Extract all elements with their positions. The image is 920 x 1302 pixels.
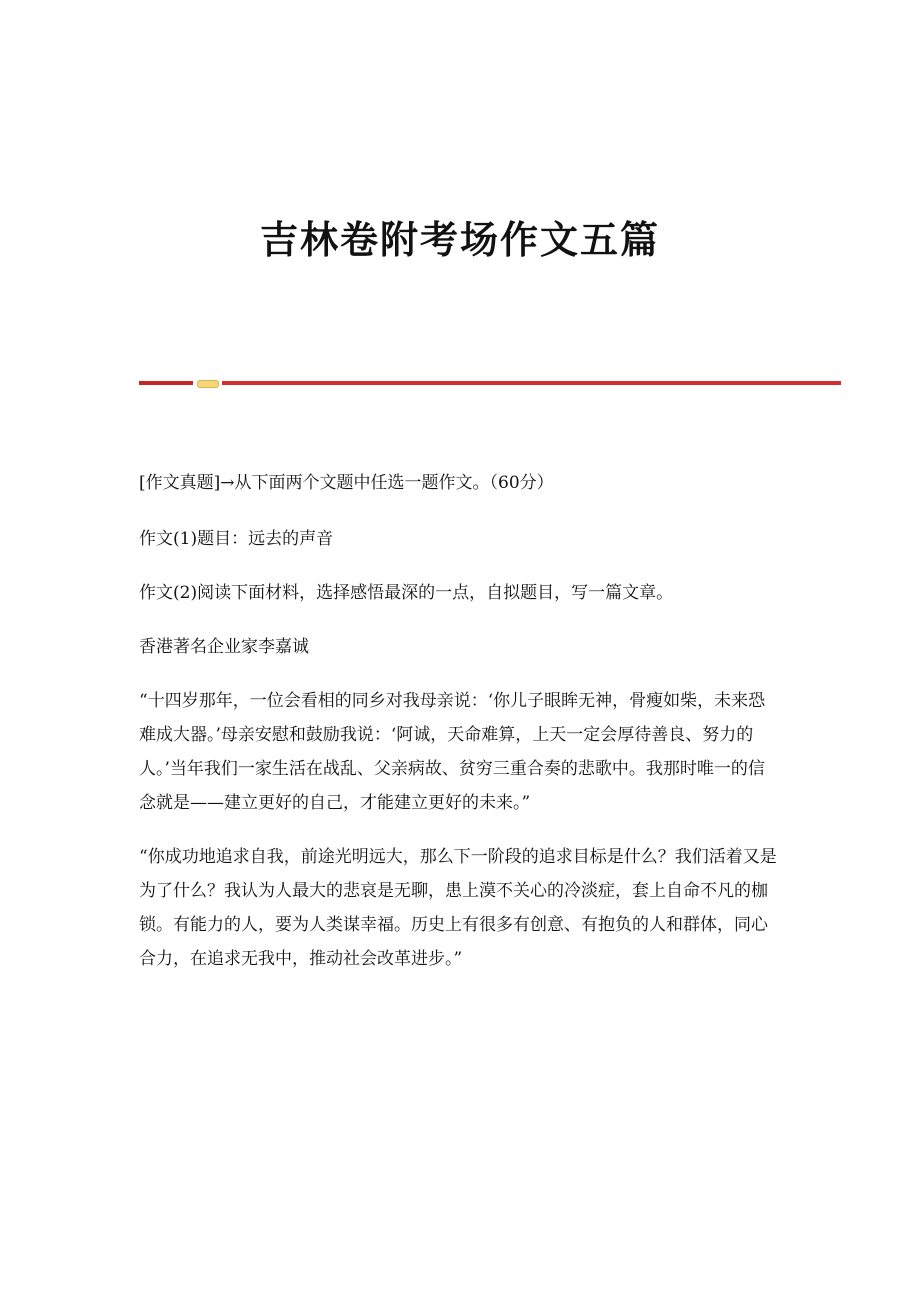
material-source: 香港著名企业家李嘉诚	[139, 637, 309, 657]
quote-paragraph-2: “你成功地追求自我，前途光明远大，那么下一阶段的追求目标是什么？我们活着又是为了什么？我认为人最大的悲哀是无聊，患上漠不关心的冷淡症，套上自命不凡的枷锁。有能力的人，要为人类谋幸福。历史上有很多有创意、有抱负的人和群体，同心合力，在追求无我中，推动社会改革进步。”	[139, 847, 777, 969]
divider-ornament-icon	[197, 380, 219, 388]
essay-option-2: 作文(2)阅读下面材料，选择感悟最深的一点，自拟题目，写一篇文章。	[139, 583, 674, 603]
quote-paragraph-1: “十四岁那年，一位会看相的同乡对我母亲说：‘你儿子眼眸无神，骨瘦如柴，未来恐难成大器。’母亲安慰和鼓励我说：‘阿诚，天命难算，上天一定会厚待善良、努力的人。’当年我们一家生活在战乱、父亲病故、贫穷三重合奏的悲歌中。我那时唯一的信念就是——建立更好的自己，才能建立更好的未来。”	[139, 691, 766, 813]
title-divider	[139, 378, 841, 388]
divider-bar-left	[139, 381, 193, 385]
document-body	[139, 466, 779, 996]
document-title: 吉林卷附考场作文五篇	[259, 217, 660, 262]
divider-bar-right	[222, 381, 841, 385]
exam-prompt: [作文真题]→从下面两个文题中任选一题作文。（60分）	[139, 473, 554, 493]
essay-option-1: 作文(1)题目：远去的声音	[139, 529, 334, 549]
